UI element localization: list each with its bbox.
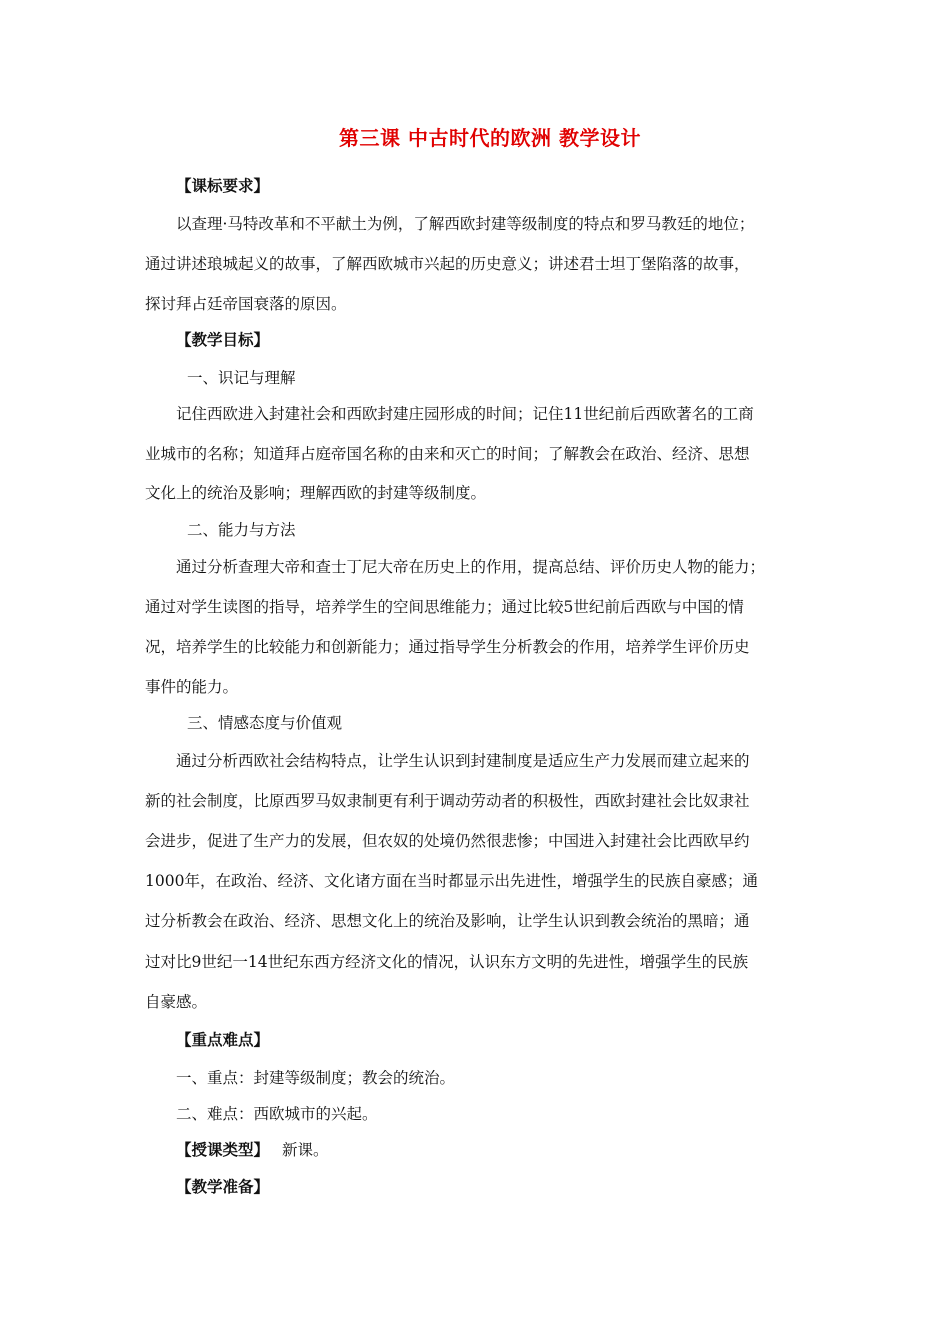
paragraph-line: 会进步，促进了生产力的发展，但农奴的处境仍然很悲惨；中国进入封建社会比西欧早约 bbox=[145, 832, 750, 850]
lesson-type-row bbox=[176, 1140, 841, 1160]
paragraph-line: 自豪感。 bbox=[145, 993, 208, 1011]
paragraph-line: 通过分析西欧社会结构特点，让学生认识到封建制度是适应生产力发展而建立起来的 bbox=[176, 752, 750, 770]
paragraph-line: 通过分析查理大帝和查士丁尼大帝在历史上的作用，提高总结、评价历史人物的能力； bbox=[176, 558, 766, 576]
section-heading-standard: 【课标要求】 bbox=[176, 176, 270, 195]
paragraph-line: 过对比9世纪一14世纪东西方经济文化的情况，认识东方文明的先进性，增强学生的民族 bbox=[145, 953, 749, 971]
paragraph-line: 业城市的名称；知道拜占庭帝国名称的由来和灭亡的时间；了解教会在政治、经济、思想 bbox=[145, 445, 750, 463]
paragraph-line: 以查理·马特改革和不平献土为例，了解西欧封建等级制度的特点和罗马教廷的地位； bbox=[176, 215, 755, 233]
section-heading-goals: 【教学目标】 bbox=[176, 330, 270, 349]
paragraph-line: 探讨拜占廷帝国衰落的原因。 bbox=[145, 295, 347, 313]
subheading-part3: 三、情感态度与价值观 bbox=[187, 714, 343, 732]
subheading-part1: 一、识记与理解 bbox=[187, 369, 296, 387]
paragraph-line: 事件的能力。 bbox=[145, 678, 239, 696]
difficulty-line: 二、难点：西欧城市的兴起。 bbox=[176, 1105, 378, 1123]
paragraph-line: 文化上的统治及影响；理解西欧的封建等级制度。 bbox=[145, 484, 487, 502]
paragraph-line: 新的社会制度，比原西罗马奴隶制更有利于调动劳动者的积极性，西欧封建社会比奴隶社 bbox=[145, 792, 750, 810]
paragraph-line: 1000年，在政治、经济、文化诸方面在当时都显示出先进性，增强学生的民族自豪感；通 bbox=[145, 872, 758, 890]
paragraph-line: 过分析教会在政治、经济、思想文化上的统治及影响，让学生认识到教会统治的黑暗；通 bbox=[145, 912, 750, 930]
subheading-part2: 二、能力与方法 bbox=[187, 521, 296, 539]
section-heading-preparation: 【教学准备】 bbox=[176, 1177, 270, 1196]
paragraph-line: 通过对学生读图的指导，培养学生的空间思维能力；通过比较5世纪前后西欧与中国的情 bbox=[145, 598, 744, 616]
document-title: 第三课 中古时代的欧洲 教学设计 bbox=[339, 126, 641, 150]
paragraph-line: 况，培养学生的比较能力和创新能力；通过指导学生分析教会的作用，培养学生评价历史 bbox=[145, 638, 750, 656]
lesson-type-value: 新课。 bbox=[281, 1141, 329, 1159]
keypoint-line: 一、重点：封建等级制度；教会的统治。 bbox=[176, 1069, 456, 1087]
paragraph-line: 通过讲述琅城起义的故事，了解西欧城市兴起的历史意义；讲述君士坦丁堡陷落的故事， bbox=[145, 255, 750, 273]
paragraph-line: 记住西欧进入封建社会和西欧封建庄园形成的时间；记住11世纪前后西欧著名的工商 bbox=[176, 405, 754, 423]
section-heading-keypoints: 【重点难点】 bbox=[176, 1030, 270, 1049]
section-heading-lesson-type: 【授课类型】 bbox=[176, 1140, 270, 1159]
